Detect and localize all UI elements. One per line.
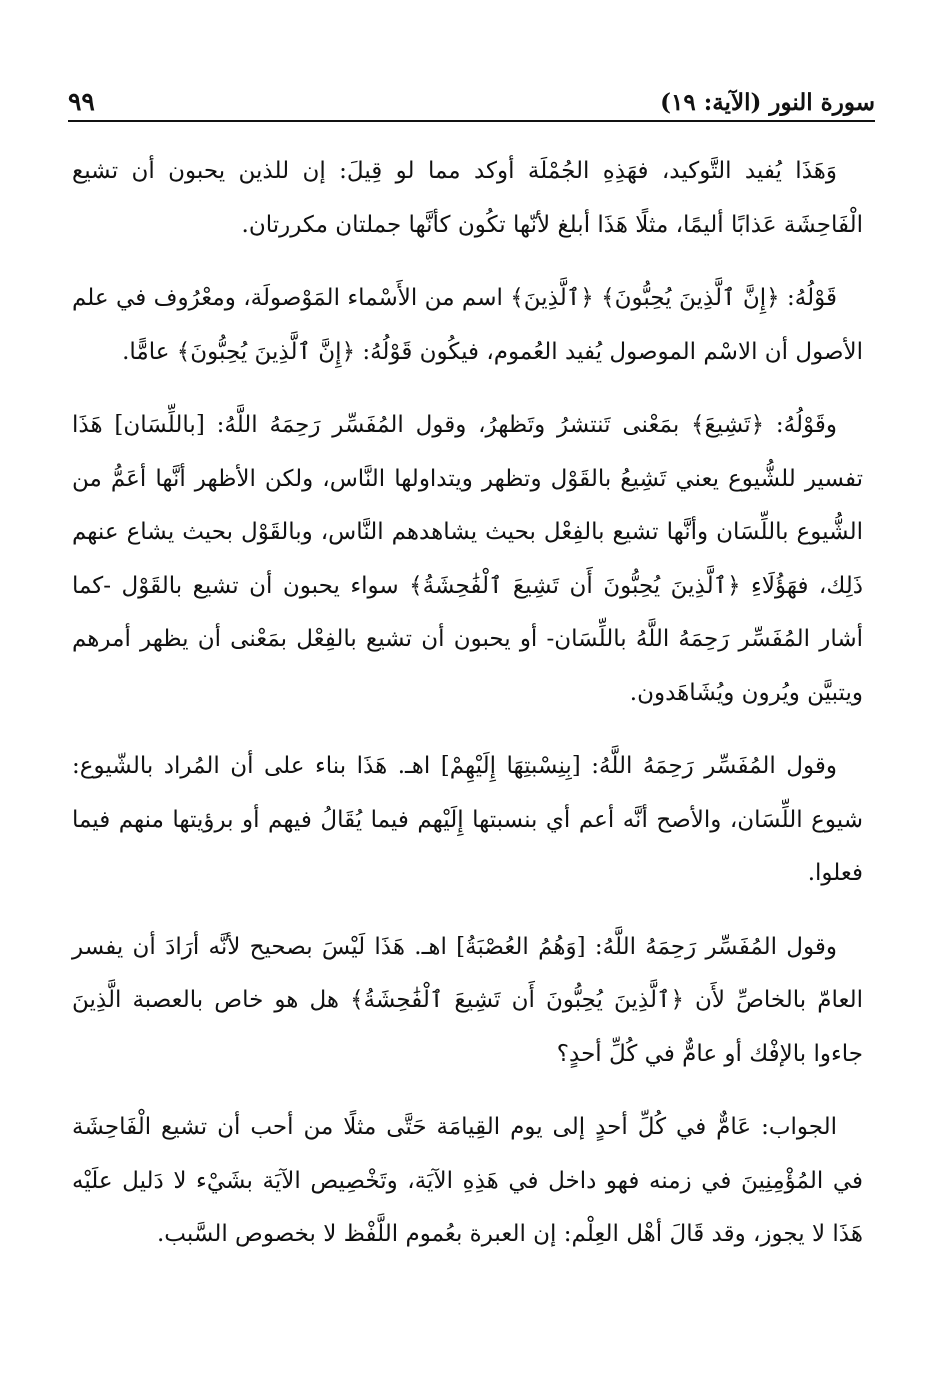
- surah-title: سورة النور (الآية: ١٩): [660, 89, 875, 116]
- paragraph-1: وَهَذَا يُفيد التَّوكيد، فهَذِهِ الجُمْلَة أوكد مما لو قِيلَ: إن للذين يحبون أن تشيع الْفَاحِشَة عَذابًا أليمًا، مثلًا هَذَا أبلغ لأنّها تكُون كأنَّها جملتان مكررتان.: [72, 158, 863, 238]
- paragraph-2: قَوْلُهُ: ﴿إِنَّ ٱلَّذِينَ يُحِبُّونَ﴾ ﴿ٱلَّذِينَ﴾ اسم من الأَسْماء المَوْصولَة، ومعْرُوف في علم الأصول أن الاسْم الموصول يُفيد العُموم، فيكُون قَوْلُهُ: ﴿إِنَّ ٱلَّذِينَ يُحِبُّونَ﴾ عامًّا.: [72, 285, 863, 365]
- paragraph-6: الجواب: عَامٌّ في كُلِّ أحدٍ إلى يوم القِيامَة حَتَّى مثلًا من أحب أن تشيع الْفَاحِشَة في المُؤْمِنِينَ في زمنه فهو داخل في هَذِهِ الآيَة، وتَخْصِيص الآيَة بشَيْء لا دَليل علَيْه هَذَا لا يجوز، وقد قَالَ أهْل العِلْم: إن العبرة بعُموم اللَّفْظ لا بخصوص السَّبب.: [72, 1114, 863, 1247]
- header-rule: [68, 120, 875, 122]
- paragraph-4: وقول المُفَسِّر رَحِمَهُ اللَّهُ: [بِنِسْبتِهَا إِلَيْهِمْ] اهـ. هَذَا بناء على أن المُراد بالشّيوع: شيوع اللِّسَان، والأصح أنَّه أعم أي بنسبتها إِلَيْهم فيما يُقَالُ فيهم أو برؤيتها منهم فيما فعلوا.: [72, 753, 863, 886]
- paragraph-3: وقَوْلُهُ: ﴿تَشِيعَ﴾ بمَعْنى تَنتشرُ وتَظهرُ، وقول المُفَسِّر رَحِمَهُ اللَّهُ: [باللِّسَان] هَذَا تفسير للشُّيوع يعني تَشِيعُ بالقَوْل وتظهر ويتداولها النَّاس، ولكن الأظهر أنَّها أعَمُّ من الشُّيوع باللِّسَان وأنَّها تشيع بالفِعْل بحيث يشاهدهم النَّاس، وبالقَوْل بحيث يشاع عنهم ذَلِك، فهَؤُلَاءِ ﴿ٱلَّذِينَ يُحِبُّونَ أَن تَشِيعَ ٱلْفَٰحِشَةُ﴾ سواء يحبون أن تشيع بالقَوْل -كما أشار المُفَسِّر رَحِمَهُ اللَّهُ باللِّسَان- أو يحبون أن تشيع بالفِعْل بمَعْنى أن يظهر أمرهم ويتبيَّن ويُرون ويُشَاهَدون.: [72, 412, 863, 706]
- paragraph-5: وقول المُفَسِّر رَحِمَهُ اللَّهُ: [وَهُمُ العُصْبَةُ] اهـ. هَذَا لَيْسَ بصحيح لأنَّه أرَادَ أن يفسر العامّ بالخاصِّ لأَن ﴿ٱلَّذِينَ يُحِبُّونَ أَن تَشِيعَ ٱلْفَٰحِشَةُ﴾ هل هو خاص بالعصبة الَّذِينَ جاءوا بالإفْك أو عامٌّ في كُلِّ أحدٍ؟: [72, 933, 863, 1067]
- page-header: [68, 84, 875, 116]
- page-body: [72, 145, 863, 1282]
- page-number: ٩٩: [68, 87, 95, 116]
